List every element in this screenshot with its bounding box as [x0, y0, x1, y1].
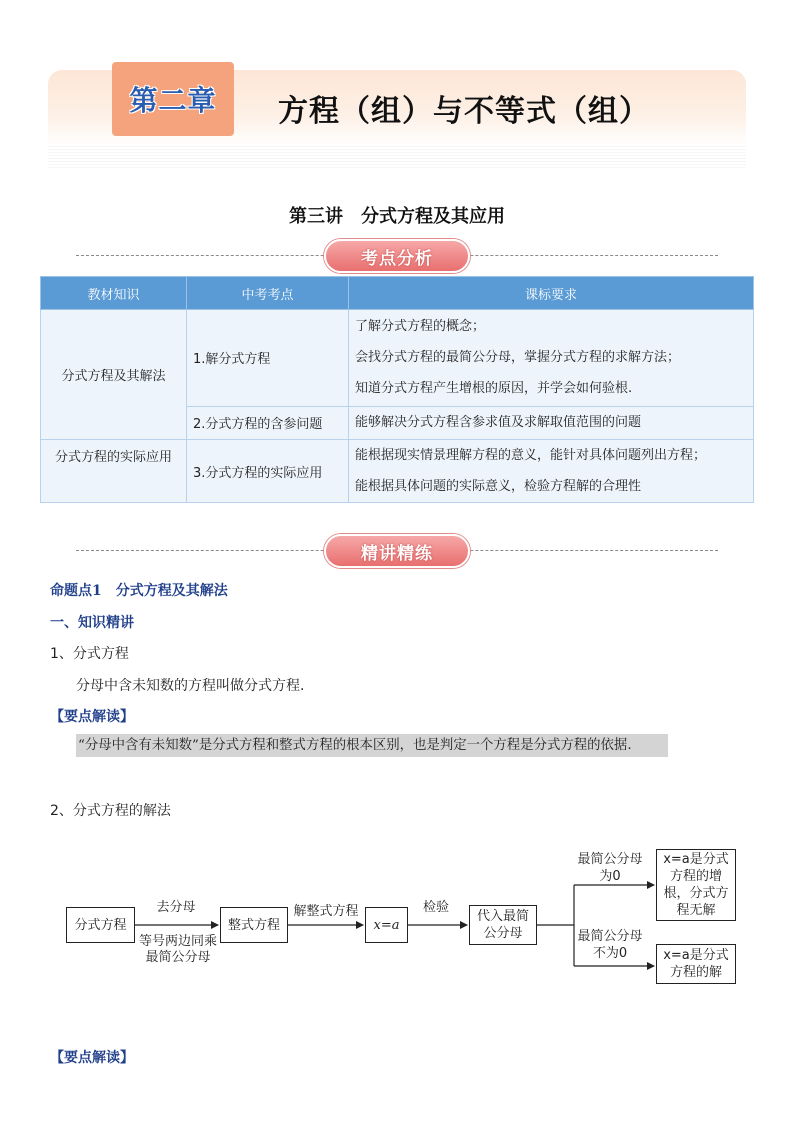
flow-result-line: x=a是分式: [663, 852, 729, 867]
flow-result-line: 方程的解: [669, 965, 722, 980]
flow-result-line: 根，分式方: [663, 886, 729, 901]
requirement-line: 能根据具体问题的实际意义，检验方程解的合理性: [355, 479, 642, 494]
requirement-line: 知道分式方程产生增根的原因，并学会如何验根.: [355, 381, 633, 397]
flow-box-substitute-line: 公分母: [483, 926, 523, 941]
chapter-label: 第二章: [129, 84, 217, 117]
requirement-line: 会找分式方程的最简公分母，掌握分式方程的求解方法；: [355, 350, 681, 366]
table-header-points: 中考考点: [187, 277, 349, 310]
flow-label-remove-denominator: 去分母: [156, 900, 196, 915]
flow-result-line: x=a是分式: [663, 948, 729, 963]
chapter-title: 方程（组）与不等式（组）: [278, 94, 650, 129]
flow-result-line: 方程的增: [669, 869, 722, 884]
flow-box-substitute-line: 代入最简: [476, 909, 529, 924]
requirement-line: 能够解决分式方程含参求值及求解取值范围的问题: [355, 415, 642, 431]
keypoint-label: 【要点解读】: [50, 1050, 134, 1066]
topic-title: 命题点1 分式方程及其解法: [50, 583, 228, 599]
flow-label-zero-line: 为0: [599, 869, 621, 884]
flow-label-nonzero-line: 最简公分母: [577, 929, 643, 944]
flow-box-extraneous: [656, 849, 736, 921]
item-heading: 1、分式方程: [50, 646, 129, 662]
flow-label-solve: 解整式方程: [293, 904, 359, 919]
keypoint-text: “分母中含有未知数”是分式方程和整式方程的根本区别，也是判定一个方程是分式方程的依据.: [76, 734, 668, 757]
flow-label-lcd: 最简公分母: [145, 950, 211, 965]
definition-text: 分母中含未知数的方程叫做分式方程.: [76, 678, 305, 694]
section-pill-analysis-label: 考点分析: [361, 248, 433, 269]
flow-result-line: 程无解: [676, 903, 716, 918]
flow-box-fractional: 分式方程: [66, 907, 135, 943]
flow-box-polynomial: 整式方程: [220, 907, 288, 943]
flow-box-x: x=a: [365, 907, 408, 943]
table-cell-point: 3.分式方程的实际应用: [187, 440, 349, 503]
table-header-requirements: 课标要求: [349, 277, 754, 310]
flow-label-check: 检验: [422, 900, 449, 915]
table-cell-point: 1.解分式方程: [187, 310, 349, 407]
item-heading: 2、分式方程的解法: [50, 803, 171, 819]
flow-box-substitute: [469, 905, 537, 945]
table-header-knowledge: 教材知识: [41, 277, 187, 310]
keypoint-label: 【要点解读】: [50, 709, 134, 725]
flow-label-multiply: 等号两边同乘: [138, 934, 217, 949]
table-cell-knowledge: 分式方程的实际应用: [41, 440, 187, 503]
flow-label-zero-line: 最简公分母: [577, 852, 643, 867]
knowledge-subtitle: 一、知识精讲: [50, 615, 134, 631]
flow-label-nonzero: [572, 928, 648, 962]
flow-label-zero: [572, 851, 648, 885]
table-cell-knowledge: 分式方程及其解法: [41, 310, 187, 440]
flow-label-nonzero-line: 不为0: [592, 946, 628, 961]
lecture-title: 第三讲 分式方程及其应用: [289, 206, 505, 227]
requirement-line: 了解分式方程的概念；: [355, 319, 486, 335]
flow-box-solution: [656, 944, 736, 984]
section-pill-practice-label: 精讲精练: [361, 543, 433, 564]
table-cell-point: 2.分式方程的含参问题: [187, 406, 349, 439]
requirement-line: 能根据现实情景理解方程的意义，能针对具体问题列出方程；: [355, 448, 707, 463]
